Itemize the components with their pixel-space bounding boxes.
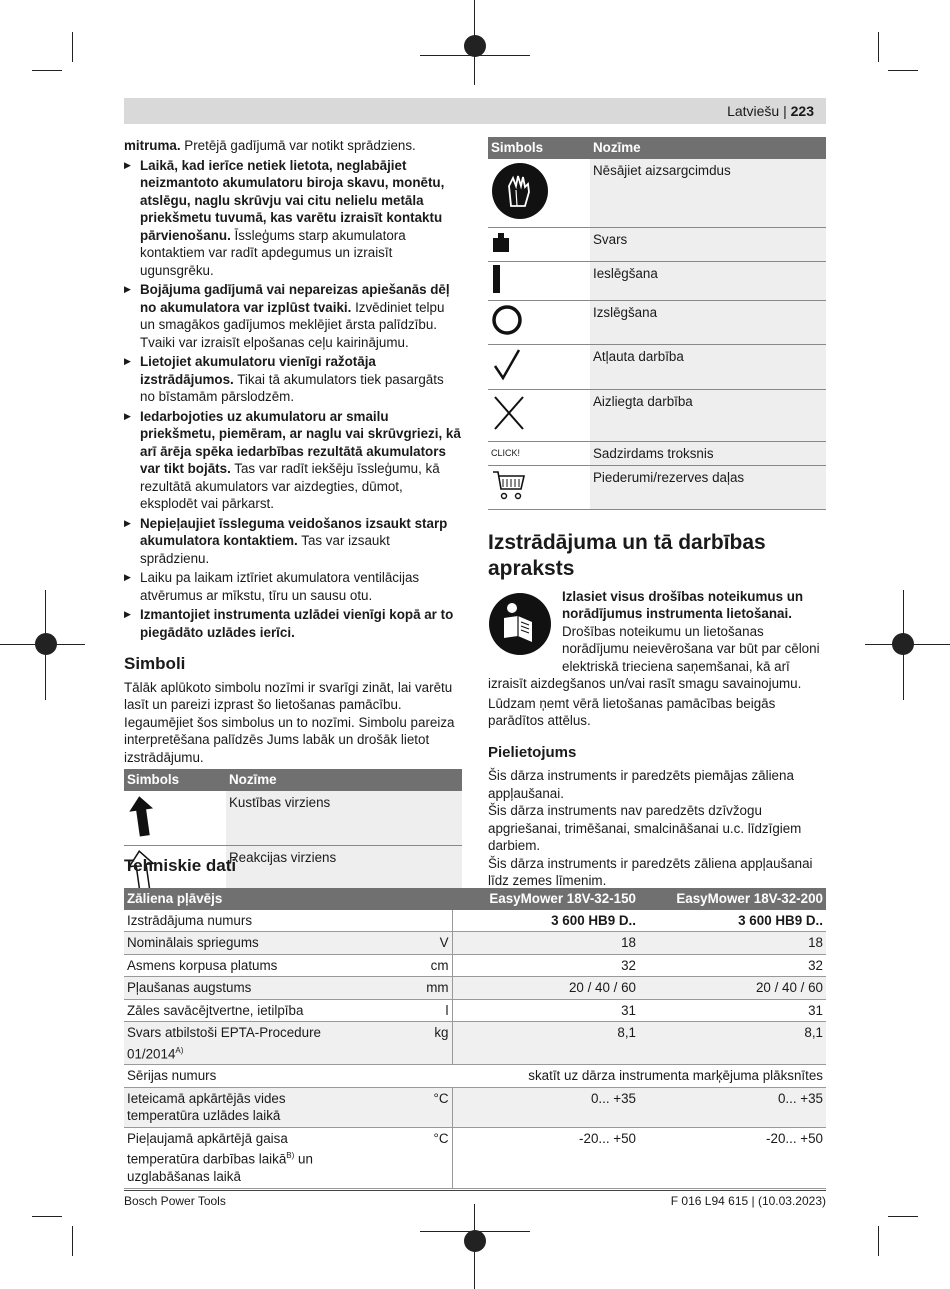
- paragraph: mitruma. Pretējā gadījumā var notikt sprādziens.: [124, 138, 416, 153]
- crop-mark: [888, 70, 918, 71]
- read-manual-block: [488, 588, 826, 693]
- bullet-item: ▶ Laikā, kad ierīce netiek lietota, neglabājiet neizmantoto akumulatoru biroja skavu, monētu, atslēgu, naglu skrūvju vai citu nelielu metāla priekšmetu tuvumā, kas varētu izraisīt kontaktu pārvienošanu. Īssleģums starp akumulatora kontaktiem var radīt apdegumus un izraisīt ugunsgrēku.: [124, 157, 462, 280]
- bullet-item: ▶ Izmantojiet instrumenta uzlādei vienīgi kopā ar to piegādāto uzlādes ierīci.: [124, 606, 462, 641]
- motion-direction-icon: [124, 791, 226, 846]
- page-footer: [124, 1190, 826, 1211]
- bullet-item: ▶ Lietojiet akumulatoru vienīgi ražotāja izstrādājumos. Tikai tā akumulators tiek pasargāts no bīstamām pārslodzēm.: [124, 353, 462, 406]
- symbols-table: Simbols Nozīme Kustības virziens Reakcijas virziens: [124, 769, 462, 902]
- registration-mark: [464, 35, 486, 57]
- registration-mark: [464, 1230, 486, 1252]
- crop-mark: [72, 1226, 73, 1256]
- header-bar: [124, 98, 826, 124]
- cart-icon: [488, 466, 590, 510]
- table-row: Nēsājiet aizsargcimdus: [488, 159, 826, 228]
- paragraph: Šis dārza instruments ir paredzēts piemājas zāliena appļaušanai.: [488, 768, 794, 801]
- table-row: Svars: [488, 228, 826, 262]
- table-row: Pļaušanas augstums mm 20 / 40 / 60 20 / 40 / 60: [124, 977, 826, 1000]
- footer-left: Bosch Power Tools: [124, 1194, 226, 1208]
- table-row: Reakcijas virziens: [124, 846, 462, 902]
- paragraph: Šis dārza instruments nav paredzēts dzīvžogu apgriešanai, trimēšanai, smalcināšanai u.c. līdzīgiem darbiem.: [488, 803, 802, 853]
- on-icon: [488, 261, 590, 301]
- bullet-item: ▶ Iedarbojoties uz akumulatoru ar smailu priekšmetu, piemēram, ar naglu vai skrūvgriezi, kā arī ārēja spēka iedarbības rezultātā akumulators var tikt bojāts. Tas var radīt iekšēju īssleģumu, kā rezultātā akumulators var aizdegties, dūmot, eksplodēt vai pārkarst.: [124, 408, 462, 513]
- section-title-tech: Tehniskie dati: [124, 856, 237, 875]
- left-column: [124, 137, 462, 902]
- table-row: Ieslēgšana: [488, 261, 826, 301]
- table-row: CLICK! Sadzirdams troksnis: [488, 441, 826, 466]
- table-row: Svars atbilstoši EPTA-Procedure $01/2014^{A)}$ kg 8,1 8,1: [124, 1022, 826, 1065]
- table-row: Zāles savācējtvertne, ietilpība l 31 31: [124, 999, 826, 1022]
- crop-mark: [32, 70, 62, 71]
- table-row: Pieļaujamā apkārtējā gaisa temperatūra darbības laikā$^{B)}$ un uzglabāšanas laikā °C -20... +50 -20... +50: [124, 1127, 826, 1188]
- allowed-icon: [488, 344, 590, 390]
- section-title-use: Pielietojums: [488, 743, 577, 761]
- table-row: Asmens korpusa platums cm 32 32: [124, 954, 826, 977]
- table-row: Piederumi/rezerves daļas: [488, 466, 826, 510]
- section-title-symbols: Simboli: [124, 654, 186, 673]
- table-row: Izslēgšana: [488, 301, 826, 345]
- click-icon: CLICK!: [488, 441, 590, 466]
- crop-mark: [878, 32, 879, 62]
- tech-data-table: Zāliena pļāvējs EasyMower 18V-32-150 EasyMower 18V-32-200 Izstrādājuma numurs 3 600 HB9 D.. 3 600 HB9 D.. Nominālais spriegums V 18 18 Asmens korpusa platums cm 32 32 Pļaušanas augstums mm 20 / 40 / 60 20 / 40 / 60 Zāles savācējtvertne, ietilpība l 31 31 Svars atbilstoši EPTA-Procedure $01/2014^{A)}$ kg 8,1 8,1 Sērijas numurs skatīt uz dārza instrumenta marķējuma plāksnītes Ieteicamā apkārtējās vides temperatūra uzlādes laikā °C 0... +35 0... +35 Pieļaujamā apkārtējā gaisa temperatūra darbības laikā$^{B)}$ un uzglabāšanas laikā °C -20... +50 -20... +50: [124, 888, 826, 1189]
- forbidden-icon: [488, 390, 590, 442]
- section-title-description: Izstrādājuma un tā darbības apraksts: [488, 530, 766, 580]
- paragraph: Izlasiet visus drošības noteikumus un norādījumus instrumenta lietošanai. Drošības noteikumu un lietošanas norādījumu neievērošana var būt par cēloni elektriskā trieciena saņemšanai, kā arī izraisīt aizdegšanos un/vai rasīt smagu savainojumu.: [488, 588, 820, 691]
- bullet-item: ▶ Bojājuma gadījumā vai nepareizas apiešanās dēļ no akumulatora var izplūst tvaiki. Izvēdiniet telpu un smagākos gadījumos meklējiet ārsta palīdzību. Tvaiki var izraisīt elpošanas ceļu kairinājumu.: [124, 281, 462, 351]
- symbols-table-2: Simbols Nozīme Nēsājiet aizsargcimdus Svars Ieslēgšana Izslēgšana Atļauta darbība Aizliegta darbība CLICK! Sadzirdams troksnis Piederumi/rezerves daļas: [488, 137, 826, 510]
- paragraph: Šis dārza instruments ir paredzēts zāliena appļaušanai līdz zemes līmenim.: [488, 855, 813, 888]
- table-row: Sērijas numurs skatīt uz dārza instrumenta marķējuma plāksnītes: [124, 1065, 826, 1088]
- read-manual-icon: [488, 592, 554, 658]
- right-column: [488, 137, 826, 890]
- table-row: Izstrādājuma numurs 3 600 HB9 D.. 3 600 HB9 D..: [124, 910, 826, 932]
- table-row: Atļauta darbība: [488, 344, 826, 390]
- crop-mark: [32, 1216, 62, 1217]
- paragraph: Lūdzam ņemt vērā lietošanas pamācības beigās parādītos attēlus.: [488, 695, 776, 728]
- off-icon: [488, 301, 590, 345]
- language-label: Latviešu: [727, 103, 780, 119]
- temp-label-b: un uzglabāšanas laikā: [127, 1151, 313, 1185]
- bullet-item: ▶ Laiku pa laikam iztīriet akumulatora ventilācijas atvērumus ar mīkstu, tīru un sausu otu.: [124, 569, 462, 604]
- page-header: Latviešu | 223: [727, 103, 814, 119]
- table-row: Ieteicamā apkārtējās vides temperatūra uzlādes laikā °C 0... +35 0... +35: [124, 1087, 826, 1127]
- table-row: Aizliegta darbība: [488, 390, 826, 442]
- page-number: 223: [790, 103, 814, 119]
- crop-mark: [878, 1226, 879, 1256]
- footer-right: F 016 L94 615 | (10.03.2023): [670, 1194, 826, 1208]
- registration-mark: [892, 633, 914, 655]
- temp-label-a: Pieļaujamā apkārtējā gaisa temperatūra darbības laikā: [127, 1130, 288, 1167]
- weight-icon: [488, 228, 590, 262]
- gloves-icon: [488, 159, 590, 228]
- bullet-item: ▶ Nepieļaujiet īssleguma veidošanos izsaukt starp akumulatora kontaktiem. Tas var izsaukt sprādzienu.: [124, 515, 462, 568]
- crop-mark: [888, 1216, 918, 1217]
- crop-mark: [72, 32, 73, 62]
- table-row: Kustības virziens: [124, 791, 462, 846]
- paragraph: Tālāk aplūkoto simbolu nozīmi ir svarīgi zināt, lai varētu lasīt un pareizi izprast šo lietošanas pamācību. Iegaumējiet šos simbolus un to nozīmi. Simbolu pareiza interpretēšana palīdzēs Jums labāk un drošāk lietot izstrādājumu.: [124, 679, 455, 765]
- table-row: Nominālais spriegums V 18 18: [124, 932, 826, 955]
- registration-mark: [35, 633, 57, 655]
